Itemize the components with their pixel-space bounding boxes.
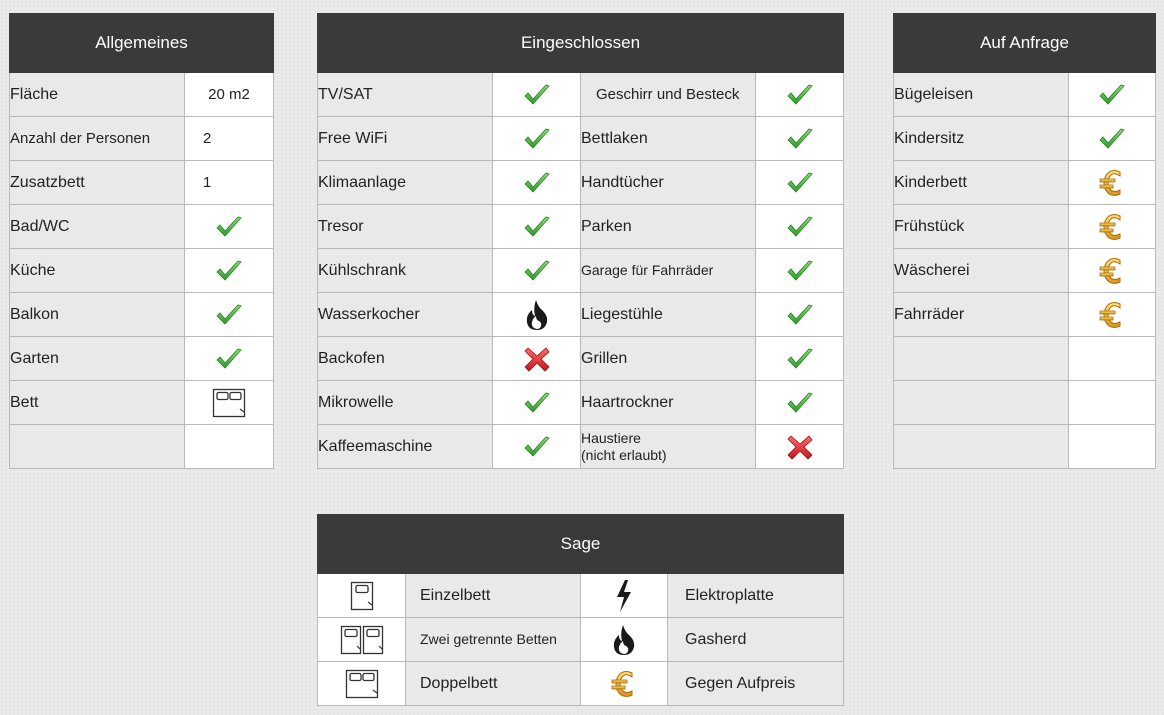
row-label: Liegestühle (581, 293, 756, 337)
check-icon (493, 249, 581, 293)
check-icon (756, 293, 844, 337)
table-row (318, 425, 844, 469)
check-icon (756, 249, 844, 293)
table-row (894, 249, 1156, 293)
flame-icon (493, 293, 581, 337)
row-label: Bügeleisen (894, 73, 1069, 117)
table-row (318, 293, 844, 337)
table-row (894, 425, 1156, 469)
empty-cell (1069, 425, 1156, 469)
legend-label: Doppelbett (406, 662, 581, 706)
row-label: Kinderbett (894, 161, 1069, 205)
check-icon (185, 249, 274, 293)
row-label: Kühlschrank (318, 249, 493, 293)
table-row (318, 381, 844, 425)
legend-label: Zwei getrennte Betten (406, 618, 581, 662)
check-icon (756, 337, 844, 381)
row-label: Tresor (318, 205, 493, 249)
table-row (894, 337, 1156, 381)
empty-cell (185, 425, 274, 469)
check-icon (493, 117, 581, 161)
cross-icon (756, 425, 844, 469)
eingeschlossen-table (317, 13, 844, 469)
row-label: Bettlaken (581, 117, 756, 161)
table-row (318, 337, 844, 381)
auf-anfrage-title: Auf Anfrage (894, 14, 1156, 73)
check-icon (756, 161, 844, 205)
table-row (894, 73, 1156, 117)
table-row (318, 73, 844, 117)
table-row (318, 249, 844, 293)
allgemeines-title: Allgemeines (10, 14, 274, 73)
empty-cell (894, 425, 1069, 469)
row-label: Zusatzbett (10, 161, 185, 205)
eingeschlossen-title: Eingeschlossen (318, 14, 844, 73)
check-icon (1069, 73, 1156, 117)
empty-cell (10, 425, 185, 469)
check-icon (185, 293, 274, 337)
cross-icon (493, 337, 581, 381)
row-label: Bett (10, 381, 185, 425)
empty-cell (1069, 381, 1156, 425)
table-row (10, 249, 274, 293)
table-row (894, 161, 1156, 205)
check-icon (756, 205, 844, 249)
auf-anfrage-table (893, 13, 1156, 469)
table-row (894, 117, 1156, 161)
row-label: Frühstück (894, 205, 1069, 249)
check-icon (493, 73, 581, 117)
sage-title: Sage (318, 515, 844, 574)
euro-icon (1069, 293, 1156, 337)
euro-icon (1069, 161, 1156, 205)
table-row (10, 161, 274, 205)
row-label: Grillen (581, 337, 756, 381)
single-bed-icon (318, 574, 406, 618)
table-row (318, 117, 844, 161)
table-row (318, 574, 844, 618)
table-row (10, 425, 274, 469)
legend-label: Elektroplatte (668, 574, 844, 618)
row-label: Geschirr und Besteck (581, 73, 756, 117)
row-label: Küche (10, 249, 185, 293)
check-icon (185, 205, 274, 249)
row-label: Wäscherei (894, 249, 1069, 293)
row-label: Handtücher (581, 161, 756, 205)
check-icon (756, 381, 844, 425)
euro-icon (1069, 205, 1156, 249)
row-label: Parken (581, 205, 756, 249)
check-icon (1069, 117, 1156, 161)
table-row (10, 117, 274, 161)
flame-icon (581, 618, 668, 662)
row-label: Kaffeemaschine (318, 425, 493, 469)
row-value: 1 (185, 161, 274, 205)
row-label: Fläche (10, 73, 185, 117)
check-icon (493, 205, 581, 249)
row-label: TV/SAT (318, 73, 493, 117)
table-row (10, 337, 274, 381)
row-label: Garten (10, 337, 185, 381)
row-label: Kindersitz (894, 117, 1069, 161)
twin-beds-icon (318, 618, 406, 662)
legend-label: Gasherd (668, 618, 844, 662)
table-row (894, 293, 1156, 337)
legend-label: Einzelbett (406, 574, 581, 618)
table-row (10, 293, 274, 337)
euro-icon (581, 662, 668, 706)
empty-cell (894, 337, 1069, 381)
empty-cell (894, 381, 1069, 425)
row-label: Free WiFi (318, 117, 493, 161)
row-label: Klimaanlage (318, 161, 493, 205)
table-row (894, 205, 1156, 249)
allgemeines-table (9, 13, 274, 469)
table-row (318, 618, 844, 662)
check-icon (493, 161, 581, 205)
sage-legend-table (317, 514, 844, 706)
euro-icon (1069, 249, 1156, 293)
table-row (318, 161, 844, 205)
check-icon (756, 73, 844, 117)
row-label: Bad/WC (10, 205, 185, 249)
row-label: Garage für Fahrräder (581, 249, 756, 293)
row-label: Wasserkocher (318, 293, 493, 337)
legend-label: Gegen Aufpreis (668, 662, 844, 706)
table-row (318, 205, 844, 249)
row-label: Balkon (10, 293, 185, 337)
row-label: Fahrräder (894, 293, 1069, 337)
row-value: 2 (185, 117, 274, 161)
row-label-line1: Haustiere (581, 429, 641, 446)
double-bed-icon (318, 662, 406, 706)
table-row (894, 381, 1156, 425)
row-label: Backofen (318, 337, 493, 381)
row-label: Anzahl der Personen (10, 117, 185, 161)
lightning-icon (581, 574, 668, 618)
table-row (10, 73, 274, 117)
table-row (10, 205, 274, 249)
double-bed-icon (185, 381, 274, 425)
check-icon (756, 117, 844, 161)
check-icon (493, 381, 581, 425)
table-row (10, 381, 274, 425)
check-icon (185, 337, 274, 381)
row-label: Haartrockner (581, 381, 756, 425)
row-label (581, 425, 756, 469)
empty-cell (1069, 337, 1156, 381)
check-icon (493, 425, 581, 469)
row-label-line2: (nicht erlaubt) (581, 446, 667, 463)
table-row (318, 662, 844, 706)
row-label: Mikrowelle (318, 381, 493, 425)
row-value: 20 m2 (185, 73, 274, 117)
